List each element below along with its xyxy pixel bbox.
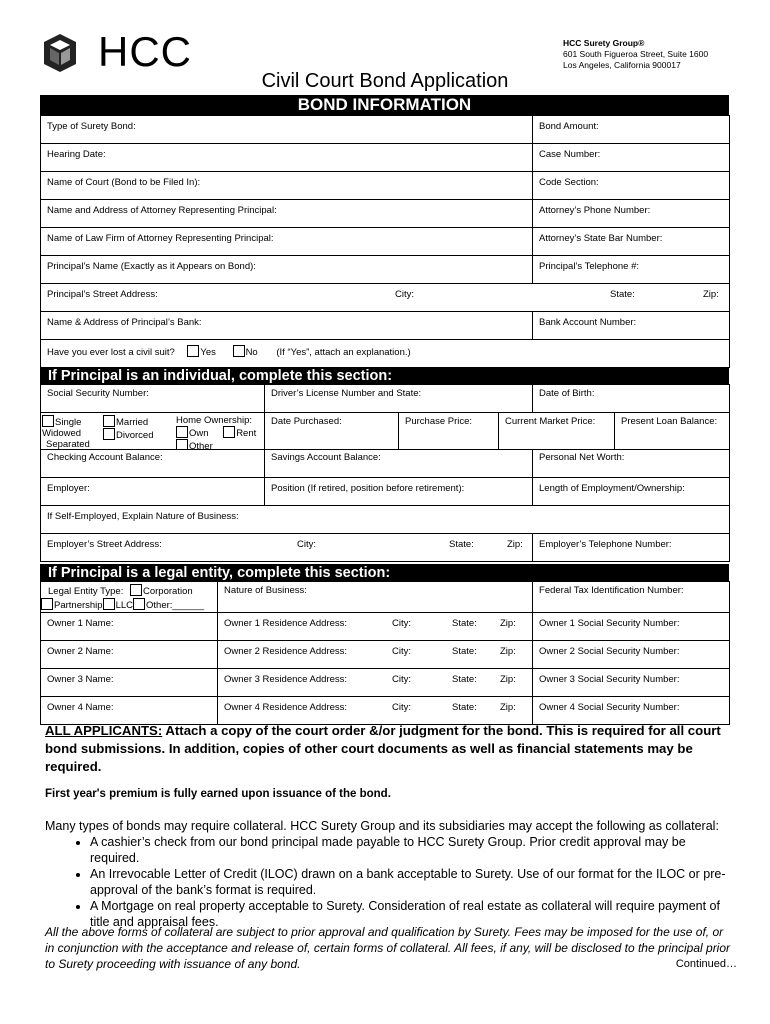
collateral-item: • A cashier’s check from our bond principal made payable to HCC Surety Group. Prior credit approval may be required. bbox=[90, 834, 735, 866]
legal-type-cell: Legal Entity Type: Corporation Partnership LLC Other:______ bbox=[41, 582, 218, 613]
dob-field[interactable]: Date of Birth: bbox=[533, 385, 730, 413]
nature-field[interactable]: Nature of Business: bbox=[218, 582, 533, 613]
owner2-address-field[interactable]: Owner 2 Residence Address: City: State: Zip: bbox=[218, 641, 533, 669]
bar-number-field[interactable]: Attorney’s State Bar Number: bbox=[533, 228, 730, 256]
company-name: HCC Surety Group® bbox=[563, 38, 645, 48]
owner2-name-field[interactable]: Owner 2 Name: bbox=[41, 641, 218, 669]
page-title: Civil Court Bond Application bbox=[261, 70, 509, 92]
case-number-field[interactable]: Case Number: bbox=[533, 144, 730, 172]
employer-field[interactable]: Employer: bbox=[41, 478, 265, 506]
yes-checkbox[interactable] bbox=[187, 345, 199, 357]
notice-text: Attach a copy of the court order &/or judgment for the bond. This is required for all court bond submissions. In addition, copies of other court documents as well as financial statements may be required. bbox=[45, 723, 721, 774]
principal-name-field[interactable]: Principal’s Name (Exactly as it Appears on Bond): bbox=[41, 256, 533, 284]
collateral-intro: Many types of bonds may require collateral. HCC Surety Group and its subsidiaries may accept the following as collateral: bbox=[45, 819, 719, 833]
notice-lead: ALL APPLICANTS: bbox=[45, 723, 163, 738]
collateral-item: • An Irrevocable Letter of Credit (ILOC) drawn on a bank acceptable to Surety. Use of our format for the ILOC or pre-approval of the bank’s format is required. bbox=[90, 866, 735, 898]
state-label: State: bbox=[610, 289, 635, 300]
owner2-ssn-field[interactable]: Owner 2 Social Security Number: bbox=[533, 641, 730, 669]
all-applicants-notice bbox=[45, 722, 730, 776]
continued-note: Continued… bbox=[675, 958, 737, 970]
collateral-list bbox=[45, 834, 735, 930]
code-section-field[interactable]: Code Section: bbox=[533, 172, 730, 200]
ssn-field[interactable]: Social Security Number: bbox=[41, 385, 265, 413]
address-line1: 601 South Figueroa Street, Suite 1600 bbox=[563, 49, 709, 59]
lost-suit-label: Have you ever lost a civil suit? bbox=[47, 347, 175, 358]
account-field[interactable]: Bank Account Number: bbox=[533, 312, 730, 340]
married-checkbox[interactable] bbox=[103, 415, 115, 427]
law-firm-field[interactable]: Name of Law Firm of Attorney Representing Principal: bbox=[41, 228, 533, 256]
court-name-field[interactable]: Name of Court (Bond to be Filed In): bbox=[41, 172, 533, 200]
principal-address-row[interactable] bbox=[41, 284, 730, 312]
net-worth-field[interactable]: Personal Net Worth: bbox=[533, 450, 730, 478]
attorney-name-field[interactable]: Name and Address of Attorney Representing Principal: bbox=[41, 200, 533, 228]
savings-field[interactable]: Savings Account Balance: bbox=[265, 450, 533, 478]
entity-header: If Principal is a legal entity, complete this section: bbox=[40, 564, 729, 581]
own-checkbox[interactable] bbox=[176, 426, 188, 438]
loan-balance-field[interactable]: Present Loan Balance: bbox=[615, 413, 730, 450]
purchase-price-field[interactable]: Purchase Price: bbox=[399, 413, 499, 450]
no-checkbox[interactable] bbox=[233, 345, 245, 357]
bond-info-table bbox=[40, 115, 730, 368]
company-address bbox=[563, 38, 708, 71]
owner4-name-field[interactable]: Owner 4 Name: bbox=[41, 697, 218, 725]
city-label: City: bbox=[395, 289, 414, 300]
other-checkbox[interactable] bbox=[176, 439, 188, 450]
corporation-checkbox[interactable] bbox=[130, 584, 142, 596]
zip-label: Zip: bbox=[703, 289, 719, 300]
logo-text: HCC bbox=[98, 28, 192, 75]
llc-checkbox[interactable] bbox=[103, 598, 115, 610]
single-checkbox[interactable] bbox=[42, 415, 54, 427]
explain-note: (If “Yes”, attach an explanation.) bbox=[276, 347, 411, 358]
address-line2: Los Angeles, California 900017 bbox=[563, 60, 681, 70]
lost-suit-row: Have you ever lost a civil suit? Yes No (If “Yes”, attach an explanation.) bbox=[41, 340, 730, 368]
entity-other-checkbox[interactable] bbox=[133, 598, 145, 610]
principal-phone-field[interactable]: Principal’s Telephone #: bbox=[533, 256, 730, 284]
owner1-name-field[interactable]: Owner 1 Name: bbox=[41, 613, 218, 641]
collateral-disclaimer: All the above forms of collateral are subject to prior approval and qualification by Surety. Fees may be imposed for the use of, or in conjunction with the acceptance and release of, certain forms of collateral. All fees, if any, will be disclosed to the principal prior to Surety proceeding with issuance of any bond. bbox=[45, 925, 731, 971]
collateral-section bbox=[45, 818, 735, 930]
owner3-name-field[interactable]: Owner 3 Name: bbox=[41, 669, 218, 697]
marital-home-cell: Single Widowed Separated Married Divorced Home Ownership: Own Rent Other bbox=[41, 413, 265, 450]
owner1-ssn-field[interactable]: Owner 1 Social Security Number: bbox=[533, 613, 730, 641]
premium-note: First year's premium is fully earned upon issuance of the bond. bbox=[45, 788, 391, 800]
self-employed-field[interactable]: If Self-Employed, Explain Nature of Business: bbox=[41, 506, 730, 534]
collateral-item: • A Mortgage on real property acceptable to Surety. Consideration of real estate as collateral will require payment of title and appraisal fees. bbox=[90, 898, 735, 930]
date-purchased-field[interactable]: Date Purchased: bbox=[265, 413, 399, 450]
employer-address-row[interactable]: Employer’s Street Address: City: State: Zip: bbox=[41, 534, 533, 562]
bond-amount-field[interactable]: Bond Amount: bbox=[533, 116, 730, 144]
owner4-address-field[interactable]: Owner 4 Residence Address: City: State: Zip: bbox=[218, 697, 533, 725]
owner3-address-field[interactable]: Owner 3 Residence Address: City: State: Zip: bbox=[218, 669, 533, 697]
position-field[interactable]: Position (If retired, position before retirement): bbox=[265, 478, 533, 506]
tax-id-field[interactable]: Federal Tax Identification Number: bbox=[533, 582, 730, 613]
individual-header: If Principal is an individual, complete this section: bbox=[40, 368, 729, 384]
attorney-phone-field[interactable]: Attorney’s Phone Number: bbox=[533, 200, 730, 228]
street-label: Principal’s Street Address: bbox=[47, 289, 158, 300]
employer-phone-field[interactable]: Employer’s Telephone Number: bbox=[533, 534, 730, 562]
type-of-bond-field[interactable]: Type of Surety Bond: bbox=[41, 116, 533, 144]
divorced-checkbox[interactable] bbox=[103, 428, 115, 440]
entity-table bbox=[40, 581, 730, 725]
bank-field[interactable]: Name & Address of Principal’s Bank: bbox=[41, 312, 533, 340]
license-field[interactable]: Driver’s License Number and State: bbox=[265, 385, 533, 413]
owner3-ssn-field[interactable]: Owner 3 Social Security Number: bbox=[533, 669, 730, 697]
owner4-ssn-field[interactable]: Owner 4 Social Security Number: bbox=[533, 697, 730, 725]
rent-checkbox[interactable] bbox=[223, 426, 235, 438]
bond-info-header: BOND INFORMATION bbox=[40, 95, 729, 115]
individual-table bbox=[40, 384, 730, 562]
length-field[interactable]: Length of Employment/Ownership: bbox=[533, 478, 730, 506]
checking-field[interactable]: Checking Account Balance: bbox=[41, 450, 265, 478]
partnership-checkbox[interactable] bbox=[41, 598, 53, 610]
market-price-field[interactable]: Current Market Price: bbox=[499, 413, 615, 450]
owner1-address-field[interactable]: Owner 1 Residence Address: City: State: Zip: bbox=[218, 613, 533, 641]
hearing-date-field[interactable]: Hearing Date: bbox=[41, 144, 533, 172]
